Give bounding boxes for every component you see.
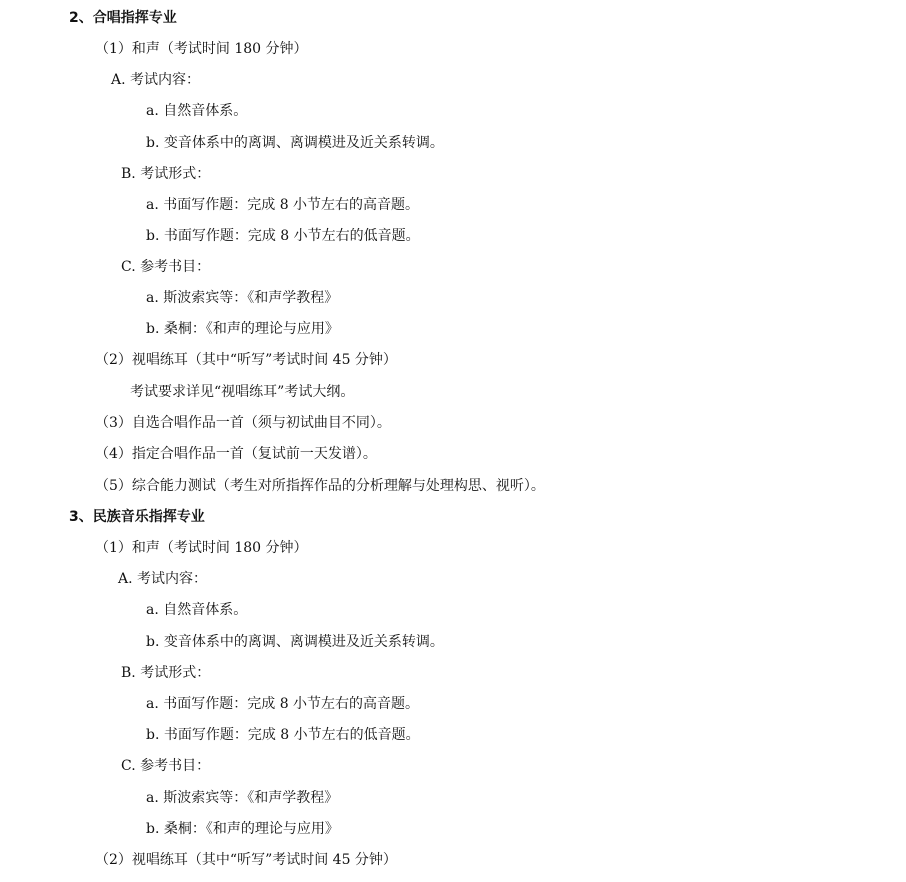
solfege-title: （2）视唱练耳（其中“听写”考试时间 45 分钟） xyxy=(95,852,397,868)
harmony-title: （1）和声（考试时间 180 分钟） xyxy=(95,41,308,57)
section-heading-folk-music-conducting: 3、民族音乐指挥专业 xyxy=(69,509,205,525)
list-item: b. 书面写作题：完成 8 小节左右的低音题。 xyxy=(146,228,420,244)
reference-books-label: C. 参考书目： xyxy=(121,758,211,774)
reference-books-label: C. 参考书目： xyxy=(121,259,211,275)
list-item: a. 自然音体系。 xyxy=(146,602,248,618)
harmony-title: （1）和声（考试时间 180 分钟） xyxy=(95,540,308,556)
list-item: a. 自然音体系。 xyxy=(146,103,248,119)
list-item: （4）指定合唱作品一首（复试前一天发谱）。 xyxy=(95,446,377,462)
list-item: a. 斯波索宾等：《和声学教程》 xyxy=(146,290,339,306)
solfege-note: 考试要求详见“视唱练耳”考试大纲。 xyxy=(130,384,355,400)
exam-content-label: A. 考试内容： xyxy=(118,571,208,587)
list-item: （3）自选合唱作品一首（须与初试曲目不同）。 xyxy=(95,415,391,431)
list-item: b. 桑桐：《和声的理论与应用》 xyxy=(146,321,339,337)
list-item: （5）综合能力测试（考生对所指挥作品的分析理解与处理构思、视听）。 xyxy=(95,478,545,494)
solfege-title: （2）视唱练耳（其中“听写”考试时间 45 分钟） xyxy=(95,352,397,368)
section-heading-choral-conducting: 2、合唱指挥专业 xyxy=(69,10,177,26)
list-item: b. 书面写作题：完成 8 小节左右的低音题。 xyxy=(146,727,420,743)
list-item: a. 书面写作题：完成 8 小节左右的高音题。 xyxy=(146,696,420,712)
exam-form-label: B. 考试形式： xyxy=(121,665,211,681)
list-item: b. 变音体系中的离调、离调模进及近关系转调。 xyxy=(146,634,444,650)
list-item: a. 书面写作题：完成 8 小节左右的高音题。 xyxy=(146,197,420,213)
list-item: b. 变音体系中的离调、离调模进及近关系转调。 xyxy=(146,135,444,151)
exam-content-label: A. 考试内容： xyxy=(111,72,201,88)
list-item: b. 桑桐：《和声的理论与应用》 xyxy=(146,821,339,837)
list-item: a. 斯波索宾等：《和声学教程》 xyxy=(146,790,339,806)
exam-form-label: B. 考试形式： xyxy=(121,166,211,182)
